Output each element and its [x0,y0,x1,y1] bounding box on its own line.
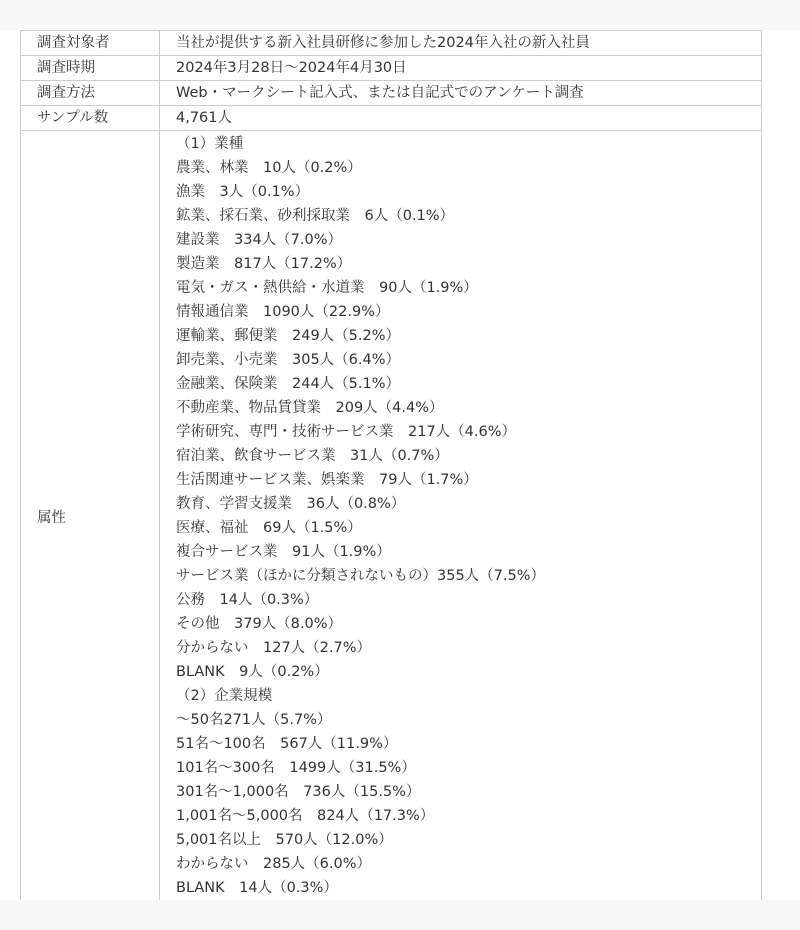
table-row-target [21,31,762,56]
list-item: 漁業 3人（0.1%） [176,184,310,200]
list-item: 金融業、保険業 244人（5.1%） [176,376,401,392]
row-value: 2024年3月28日〜2024年4月30日 [160,56,762,81]
list-item: 分からない 127人（2.7%） [176,640,372,656]
row-label: 調査方法 [21,81,160,106]
list-item: 宿泊業、飲食サービス業 31人（0.7%） [176,448,449,464]
list-item: 〜50名271人（5.7%） [176,712,332,728]
survey-overview-table [20,30,762,903]
list-item: 1,001名〜5,000名 824人（17.3%） [176,808,435,824]
industry-heading: （1）業種 [176,136,244,152]
bottom-margin [0,900,800,930]
list-item: 電気・ガス・熱供給・水道業 90人（1.9%） [176,280,478,296]
list-item: 建設業 334人（7.0%） [176,232,343,248]
list-item: 運輸業、郵便業 249人（5.2%） [176,328,401,344]
table-row-period [21,56,762,81]
row-label: 調査時期 [21,56,160,81]
list-item: 生活関連サービス業、娯楽業 79人（1.7%） [176,472,478,488]
table-row-attributes [21,131,762,903]
list-item: 5,001名以上 570人（12.0%） [176,832,393,848]
list-item: わからない 285人（6.0%） [176,856,372,872]
row-value: 4,761人 [160,106,762,131]
list-item: BLANK 14人（0.3%） [176,880,338,896]
attributes-value [160,131,762,903]
list-item: 農業、林業 10人（0.2%） [176,160,362,176]
list-item: 101名〜300名 1499人（31.5%） [176,760,416,776]
list-item: 学術研究、専門・技術サービス業 217人（4.6%） [176,424,517,440]
list-item: BLANK 9人（0.2%） [176,664,329,680]
list-item: 公務 14人（0.3%） [176,592,319,608]
row-value: Web・マークシート記入式、または自記式でのアンケート調査 [160,81,762,106]
company-size-list [176,708,761,900]
list-item: 51名〜100名 567人（11.9%） [176,736,398,752]
list-item: 教育、学習支援業 36人（0.8%） [176,496,406,512]
list-item: その他 379人（8.0%） [176,616,343,632]
top-margin [0,0,800,30]
company-size-heading: （2）企業規模 [176,688,273,704]
list-item: 301名〜1,000名 736人（15.5%） [176,784,421,800]
row-label: 調査対象者 [21,31,160,56]
row-value: 当社が提供する新入社員研修に参加した2024年入社の新入社員 [160,31,762,56]
row-label: 属性 [21,131,160,903]
list-item: 複合サービス業 91人（1.9%） [176,544,391,560]
list-item: サービス業（ほかに分類されないもの）355人（7.5%） [176,568,546,584]
table-row-method [21,81,762,106]
industry-list [176,156,761,684]
list-item: 卸売業、小売業 305人（6.4%） [176,352,401,368]
row-label: サンプル数 [21,106,160,131]
list-item: 医療、福祉 69人（1.5%） [176,520,362,536]
list-item: 情報通信業 1090人（22.9%） [176,304,390,320]
table-row-sample-size [21,106,762,131]
list-item: 製造業 817人（17.2%） [176,256,352,272]
list-item: 鉱業、採石業、砂利採取業 6人（0.1%） [176,208,455,224]
list-item: 不動産業、物品賃貸業 209人（4.4%） [176,400,444,416]
content-area [0,30,800,900]
